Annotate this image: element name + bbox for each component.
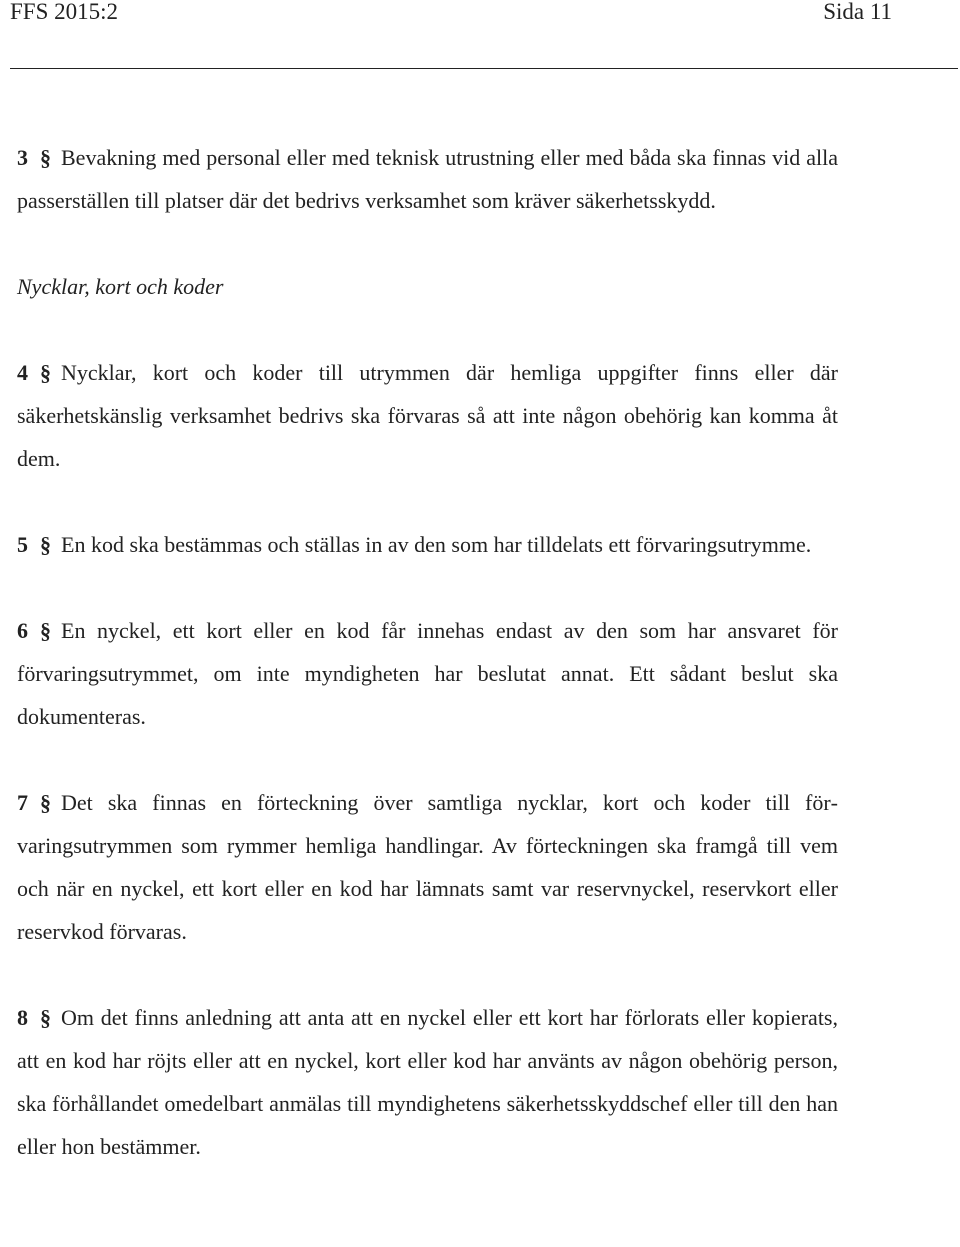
section-text: Nycklar, kort och koder till utrymmen där hemliga uppgifter finns eller där säkerhetskänslig verksamhet bedrivs ska förvaras så att inte någon obehörig kan komma åt dem.: [17, 360, 838, 471]
section-4: [17, 351, 838, 480]
section-8: [17, 996, 838, 1168]
section-number: 3: [17, 145, 28, 170]
section-sign: §: [40, 618, 51, 643]
section-number: 7: [17, 790, 28, 815]
section-text: En kod ska bestämmas och ställas in av den som har tilldelats ett förvaringsutrymme.: [61, 532, 812, 557]
section-number: 5: [17, 532, 28, 557]
section-number: 6: [17, 618, 28, 643]
section-heading: Nycklar, kort och koder: [17, 274, 224, 299]
section-5: [17, 523, 838, 566]
section-sign: §: [40, 790, 51, 815]
section-sign: §: [40, 532, 51, 557]
section-number: 4: [17, 360, 28, 385]
section-sign: §: [40, 360, 51, 385]
section-sign: §: [40, 1005, 51, 1030]
section-text: Om det finns anledning att anta att en nyckel eller ett kort har förlorats eller kopierats, att en kod har röjts eller att en nyckel, kort eller kod har använts av någon obehörig person, ska förhållandet omedelbart anmälas till myndighetens säkerhetsskyddschef eller till den han eller hon bestämmer.: [17, 1005, 838, 1159]
header-divider: [10, 68, 958, 69]
section-7: [17, 781, 838, 953]
page-body: [17, 136, 838, 1168]
section-6: [17, 609, 838, 738]
section-text: En nyckel, ett kort eller en kod får innehas endast av den som har ansvaret för förvaringsutrymmet, om inte myndigheten har beslutat annat. Ett sådant beslut ska dokumenteras.: [17, 618, 838, 729]
section-3: [17, 136, 838, 222]
document-reference: FFS 2015:2: [10, 0, 119, 24]
page-number: Sida 11: [823, 0, 892, 24]
section-text: Bevakning med personal eller med teknisk utrustning eller med båda ska finnas vid alla passerställen till platser där det bedrivs verksamhet som kräver säkerhetsskydd.: [17, 145, 838, 213]
section-sign: §: [40, 145, 51, 170]
section-text: Det ska finnas en förteckning över samtliga nycklar, kort och koder till förvaringsutrymmen som rymmer hemliga handlingar. Av förteckningen ska framgå till vem och när en nyckel, ett kort eller en kod har lämnats samt var reservnyckel, reservkort eller reservkod förvaras.: [17, 790, 838, 944]
section-number: 8: [17, 1005, 28, 1030]
